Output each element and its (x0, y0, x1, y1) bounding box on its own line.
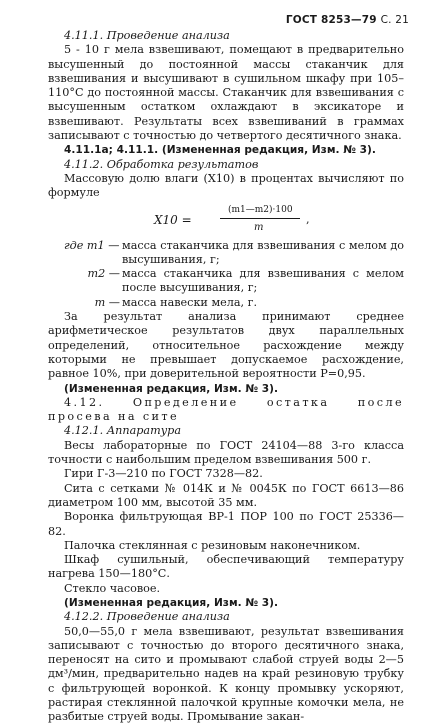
formula-numerator: (m1—m2)·100 (228, 204, 293, 215)
apparatus-item: Воронка фильтрующая ВР-1 ПОР 100 по ГОСТ 25336—82. (48, 510, 404, 538)
result-paragraph: За результат анализа принимают среднее арифметическое результатов двух параллельных определений, относительное расхождение между которыми не превышает допускаемое расхождение, равное 10%, при доверительной вероятности Р=0,95. (48, 310, 404, 381)
formula-denominator: m (254, 221, 264, 233)
procedure-paragraph: 50,0—55,0 г мела взвешивают, результат взвешивания записывают с точностью до второго десятичного знака, переносят на сито и промывают слабой струей воды 2—5 дм³/мин, предварительно надев на край резиновую трубку с фильтрующей воронкой. К концу промывку ускоряют, растирая стеклянной палочкой крупные комочки мела, не разбитые струей воды. Промывание закан- (48, 624, 404, 724)
change-note-1: 4.11.1а; 4.11.1. (Измененная редакция, Изм. № 3). (64, 144, 376, 157)
definition-item (48, 239, 404, 268)
definition-symbol: где m1 — (64, 238, 120, 252)
variable-definitions (48, 239, 404, 310)
change-note-3: (Измененная редакция, Изм. № 3). (64, 596, 279, 609)
apparatus-item: Стекло часовое. (64, 581, 161, 595)
page-number: С. 21 (380, 14, 409, 26)
apparatus-item: Гири Г-3—210 по ГОСТ 7328—82. (64, 467, 263, 481)
section-4-12-2-title: 4.12.2. Проведение анализа (64, 610, 230, 624)
definition-symbol: m — (94, 295, 120, 309)
apparatus-item: Шкаф сушильный, обеспечивающий температуру нагрева 150—180°С. (48, 553, 404, 581)
fraction-bar (220, 218, 300, 219)
formula-lhs: X10 = (154, 212, 192, 227)
change-note-2: (Измененная редакция, Изм. № 3). (64, 382, 279, 395)
apparatus-item: Палочка стеклянная с резиновым наконечником. (64, 538, 361, 552)
standard-number: ГОСТ 8253—79 (285, 14, 377, 26)
formula-tail: , (306, 212, 310, 226)
page-header (286, 13, 409, 27)
apparatus-item: Сита с сетками № 014К и № 0045К по ГОСТ 6613—86 диаметром 100 мм, высотой 35 мм. (48, 481, 404, 509)
definition-item (48, 296, 404, 310)
document-body (48, 29, 404, 725)
section-4-11-1-text: 5 - 10 г мела взвешивают, помещают в предварительно высушенный до постоянной массы стаканчик для взвешивания и высушивают в сушильном шкафу при 105– 110°С до постоянной массы. Стаканчик для взвешивания с высушенным остатком охлаждают в эксикаторе и взвешивают. Результаты всех взвешиваний в граммах записывают с точностью до четвертого десятичного знака. (48, 43, 404, 143)
section-4-11-2-text: Массовую долю влаги (X10) в процентах вычисляют по формуле (48, 171, 404, 200)
section-4-11-1-title: 4.11.1. Проведение анализа (64, 29, 230, 42)
section-4-12-1-title: 4.12.1. Аппаратура (64, 424, 182, 438)
definition-text: масса навески мела, г. (122, 295, 258, 309)
apparatus-item: Весы лабораторные по ГОСТ 24104—88 3-го класса точности с наибольшим пределом взвешивания 500 г. (48, 438, 404, 467)
section-4-12-title: 4.12. Определение остатка после просева на сите (48, 395, 404, 424)
definition-symbol: m2 — (87, 267, 120, 281)
definition-item (48, 267, 404, 296)
definition-text: масса стаканчика для взвешивания с мелом после высушивания, г; (122, 267, 404, 295)
definition-text: масса стаканчика для взвешивания с мелом до высушивания, г; (122, 238, 404, 266)
section-4-11-2-title: 4.11.2. Обработка результатов (64, 157, 259, 171)
moisture-formula (48, 203, 404, 237)
